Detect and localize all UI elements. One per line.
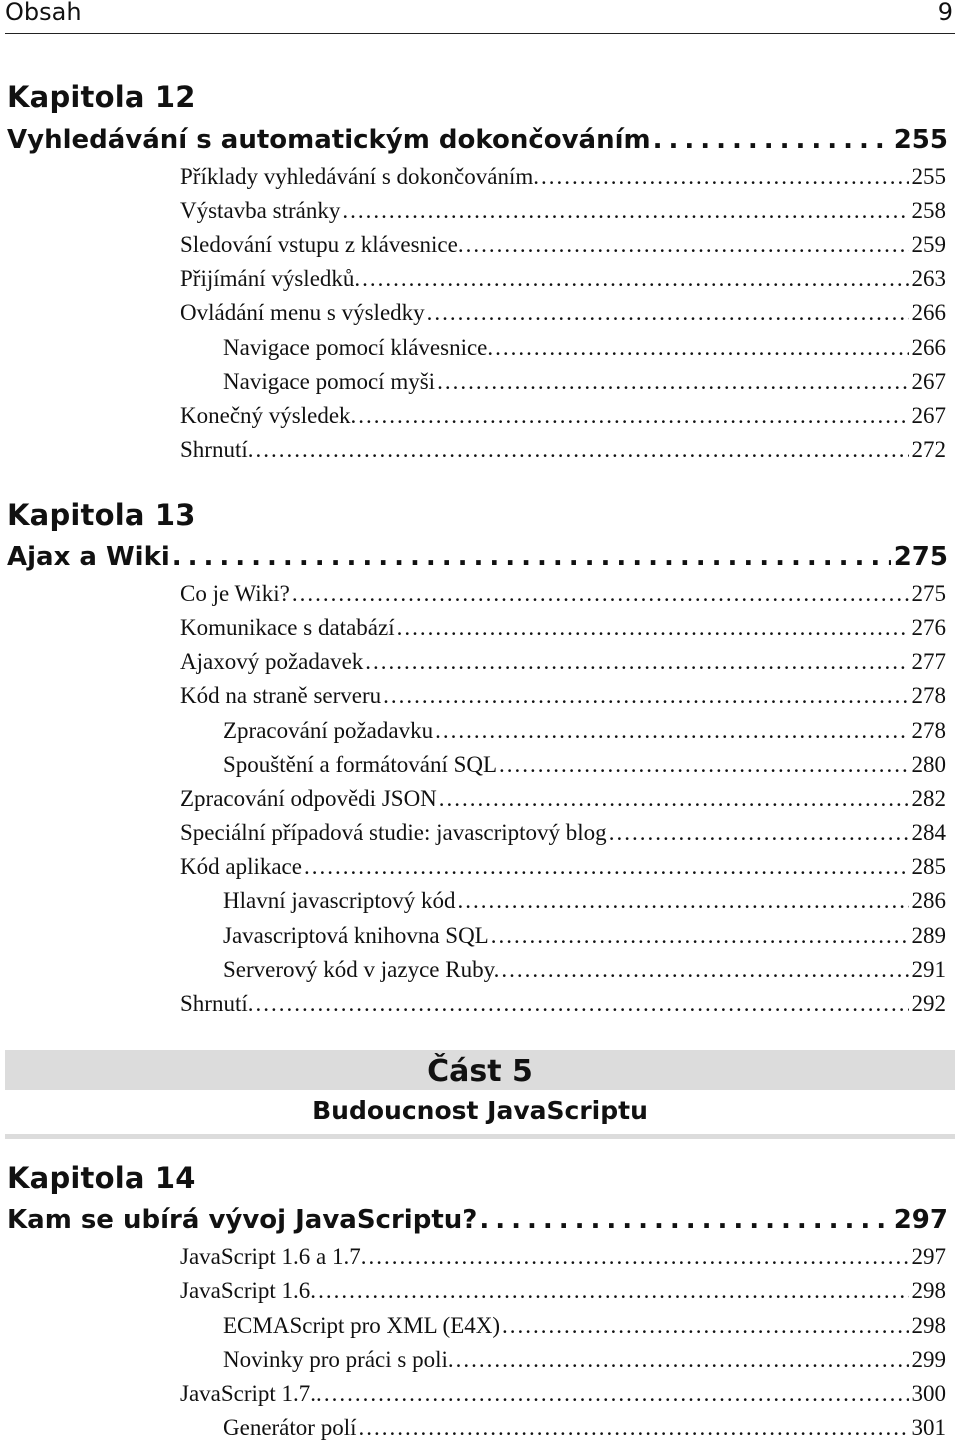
toc-entry[interactable] (180, 300, 946, 326)
toc-entry-page: 291 (911, 957, 946, 982)
toc-entry-page: 289 (911, 923, 946, 948)
toc-entry-page: 267 (911, 403, 946, 428)
toc-subentry[interactable] (223, 923, 946, 949)
toc-subentry[interactable] (223, 718, 946, 744)
dot-leader (362, 266, 908, 292)
dot-leader (427, 300, 909, 326)
chapter-label: Kapitola 14 (7, 1161, 196, 1195)
toc-entry-title: Konečný výsledek. (180, 403, 357, 428)
toc-entry-title: JavaScript 1.6. (180, 1278, 317, 1303)
dot-leader (495, 335, 908, 361)
toc-entry-title: Příklady vyhledávání s dokončováním. (180, 164, 539, 189)
toc-entry-title: JavaScript 1.6 a 1.7. (180, 1244, 367, 1269)
toc-entry[interactable] (180, 403, 946, 429)
dot-leader (653, 125, 891, 155)
chapter-page: 275 (893, 542, 948, 572)
toc-entry-page: 284 (911, 820, 946, 845)
toc-entry-page: 292 (911, 991, 946, 1016)
toc-entry-title: Kód aplikace (180, 854, 302, 879)
chapter-title-row[interactable] (7, 1205, 948, 1235)
dot-leader (491, 923, 909, 949)
chapter-title-row[interactable] (7, 542, 948, 572)
toc-entry-title: Navigace pomocí klávesnice. (223, 335, 494, 360)
part-title: Budoucnost JavaScriptu (312, 1096, 648, 1125)
dot-leader (255, 991, 908, 1017)
dot-leader (435, 718, 908, 744)
toc-entry-title: Výstavba stránky (180, 198, 341, 223)
chapter-title-row[interactable] (7, 125, 948, 155)
toc-entry[interactable] (180, 437, 946, 463)
dot-leader (397, 615, 909, 641)
toc-entry-title: Shrnutí. (180, 437, 254, 462)
dot-leader (439, 786, 909, 812)
toc-subentry[interactable] (223, 1313, 946, 1339)
toc-entry[interactable] (180, 232, 946, 258)
toc-entry-page: 255 (911, 164, 946, 189)
toc-entry-page: 300 (911, 1381, 946, 1406)
toc-entry-page: 301 (911, 1415, 946, 1440)
dot-leader (383, 683, 908, 709)
toc-entry[interactable] (180, 1244, 946, 1270)
part-number: Část 5 (427, 1054, 533, 1089)
toc-entry-title: Komunikace s databází (180, 615, 395, 640)
toc-entry-title: Generátor polí (223, 1415, 357, 1440)
toc-entry-page: 266 (911, 335, 946, 360)
dot-leader (501, 957, 908, 983)
toc-entry-title: Zpracování odpovědi JSON (180, 786, 437, 811)
toc-subentry[interactable] (223, 1415, 946, 1441)
chapter-label: Kapitola 12 (7, 80, 196, 114)
toc-entry-page: 272 (911, 437, 946, 462)
toc-entry-page: 278 (911, 718, 946, 743)
toc-entry-title: Co je Wiki? (180, 581, 290, 606)
toc-entry-title: Speciální případová studie: javascriptový blog (180, 820, 607, 845)
toc-entry-page: 259 (911, 232, 946, 257)
toc-entry-page: 276 (911, 615, 946, 640)
toc-entry-page: 258 (911, 198, 946, 223)
dot-leader (318, 1278, 908, 1304)
toc-entry-page: 298 (911, 1278, 946, 1303)
toc-entry[interactable] (180, 683, 946, 709)
dot-leader (502, 1313, 908, 1339)
toc-entry-title: Javascriptová knihovna SQL (223, 923, 489, 948)
toc-subentry[interactable] (223, 957, 946, 983)
toc-entry-title: Novinky pro práci s poli. (223, 1347, 454, 1372)
chapter-label: Kapitola 13 (7, 498, 196, 532)
toc-entry-title: Serverový kód v jazyce Ruby. (223, 957, 500, 982)
toc-entry-page: 298 (911, 1313, 946, 1338)
toc-entry-title: Ovládání menu s výsledky (180, 300, 425, 325)
toc-subentry[interactable] (223, 888, 946, 914)
dot-leader (458, 888, 909, 914)
toc-entry-title: Navigace pomocí myši (223, 369, 436, 394)
running-head-title: Obsah (5, 0, 82, 26)
toc-entry-title: Hlavní javascriptový kód (223, 888, 456, 913)
dot-leader (358, 1415, 908, 1441)
toc-entry[interactable] (180, 1381, 946, 1407)
toc-entry-page: 267 (911, 369, 946, 394)
dot-leader (437, 369, 908, 395)
toc-entry-page: 297 (911, 1244, 946, 1269)
dot-leader (499, 752, 908, 778)
toc-entry-title: ECMAScript pro XML (E4X) (223, 1313, 501, 1338)
toc-entry[interactable] (180, 164, 946, 190)
toc-entry-page: 285 (911, 854, 946, 879)
toc-entry-page: 286 (911, 888, 946, 913)
toc-entry[interactable] (180, 820, 946, 846)
part-divider (5, 1134, 955, 1139)
toc-entry-page: 275 (911, 581, 946, 606)
toc-entry-title: Kód na straně serveru (180, 683, 382, 708)
dot-leader (342, 198, 908, 224)
dot-leader (304, 854, 909, 880)
toc-entry-title: Shrnutí. (180, 991, 254, 1016)
toc-entry[interactable] (180, 198, 946, 224)
dot-leader (255, 437, 908, 463)
chapter-page: 255 (893, 125, 948, 155)
dot-leader (324, 1381, 909, 1407)
chapter-title: Ajax a Wiki (7, 542, 170, 572)
toc-entry[interactable] (180, 266, 946, 292)
dot-leader (609, 820, 909, 846)
running-head (5, 0, 955, 34)
toc-entry[interactable] (180, 615, 946, 641)
toc-entry-page: 280 (911, 752, 946, 777)
toc-entry-page: 277 (911, 649, 946, 674)
chapter-page: 297 (893, 1205, 948, 1235)
toc-subentry[interactable] (223, 752, 946, 778)
toc-entry-title: Přijímání výsledků. (180, 266, 361, 291)
toc-entry-page: 263 (911, 266, 946, 291)
chapter-title: Kam se ubírá vývoj JavaScriptu? (7, 1205, 478, 1235)
dot-leader (292, 581, 909, 607)
toc-entry[interactable] (180, 649, 946, 675)
toc-entry-title: Sledování vstupu z klávesnice. (180, 232, 464, 257)
page-number: 9 (937, 0, 953, 26)
toc-entry-page: 278 (911, 683, 946, 708)
chapter-title: Vyhledávání s automatickým dokončováním (7, 125, 651, 155)
toc-subentry[interactable] (223, 335, 946, 361)
dot-leader (358, 403, 908, 429)
toc-entry[interactable] (180, 581, 946, 607)
toc-entry-title: Zpracování požadavku (223, 718, 434, 743)
dot-leader (369, 1244, 909, 1270)
toc-entry[interactable] (180, 854, 946, 880)
toc-entry-title: Ajaxový požadavek (180, 649, 364, 674)
dot-leader (541, 164, 909, 190)
toc-entry-page: 282 (911, 786, 946, 811)
dot-leader (456, 1347, 909, 1373)
dot-leader (172, 542, 891, 572)
dot-leader (365, 649, 908, 675)
toc-entry-title: Spouštění a formátování SQL (223, 752, 498, 777)
dot-leader (479, 1205, 890, 1235)
toc-entry[interactable] (180, 1278, 946, 1304)
toc-subentry[interactable] (223, 1347, 946, 1373)
dot-leader (466, 232, 909, 258)
toc-entry-title: JavaScript 1.7.. (180, 1381, 322, 1406)
toc-subentry[interactable] (223, 369, 946, 395)
toc-entry[interactable] (180, 786, 946, 812)
toc-entry-page: 299 (911, 1347, 946, 1372)
toc-entry[interactable] (180, 991, 946, 1017)
toc-entry-page: 266 (911, 300, 946, 325)
